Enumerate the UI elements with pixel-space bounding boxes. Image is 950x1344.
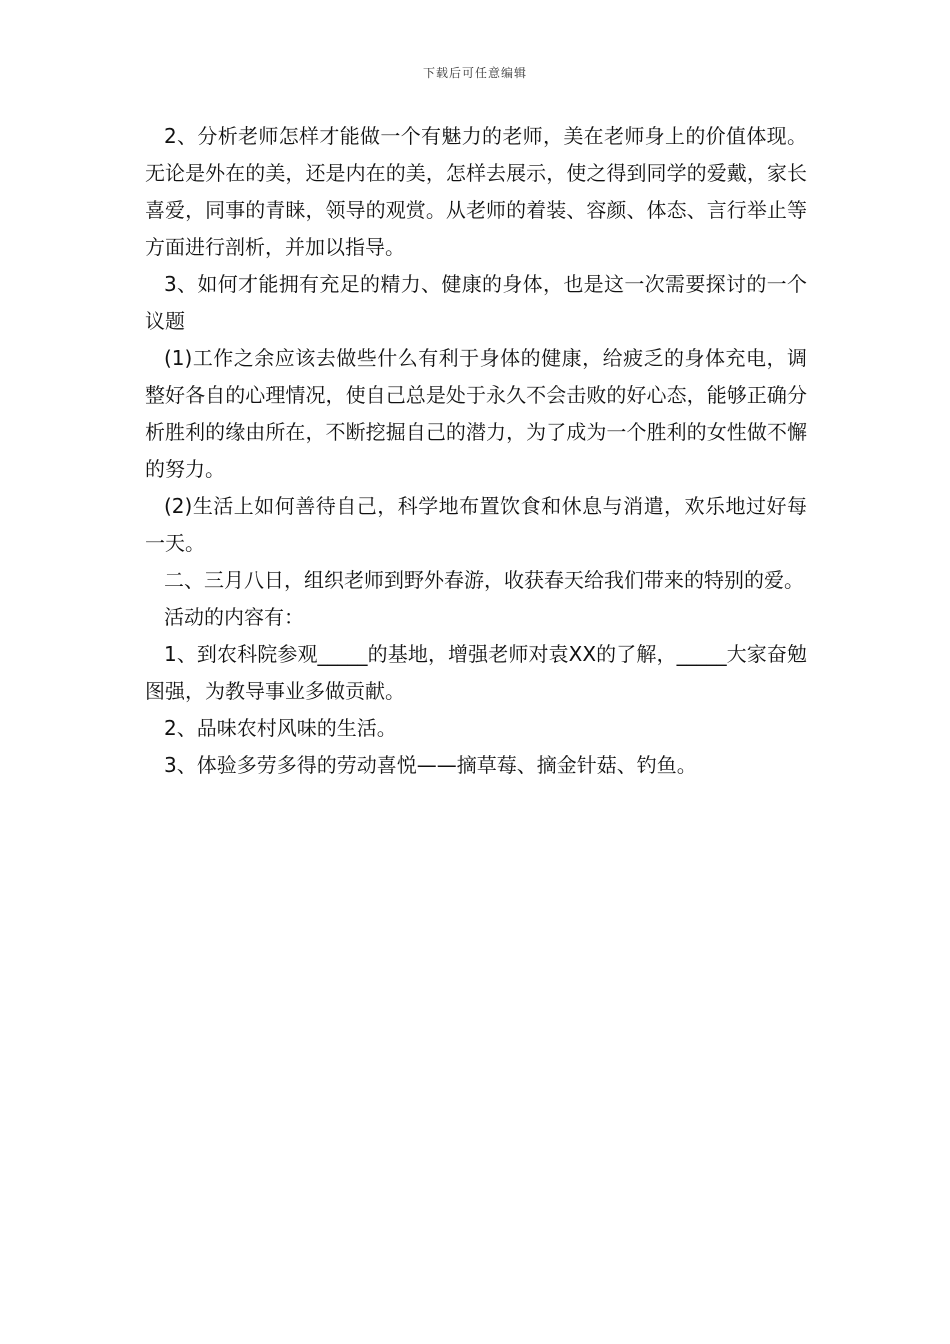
paragraph-spring-outing: 二、三月八日，组织老师到野外春游，收获春天给我们带来的特别的爱。 bbox=[164, 568, 804, 592]
document-body bbox=[145, 118, 807, 784]
paragraph-activity-3: 3、体验多劳多得的劳动喜悦——摘草莓、摘金针菇、钓鱼。 bbox=[164, 753, 697, 777]
paragraph-teacher-charm: 2、分析老师怎样才能做一个有魅力的老师，美在老师身上的价值体现。无论是外在的美，还是内在的美，怎样去展示，使之得到同学的爱戴，家长喜爱，同事的青睐，领导的观赏。从老师的着装、容颜、体态、言行举止等方面进行剖析，并加以指导。 bbox=[145, 124, 807, 259]
paragraph-health-item-1: (1)工作之余应该去做些什么有利于身体的健康，给疲乏的身体充电，调整好各自的心理情况，使自己总是处于永久不会击败的好心态，能够正确分析胜利的缘由所在，不断挖掘自己的潜力，为了成为一个胜利的女性做不懈的努力。 bbox=[145, 346, 807, 481]
paragraph-health-item-2: (2)生活上如何善待自己，科学地布置饮食和休息与消遣，欢乐地过好每一天。 bbox=[145, 494, 807, 555]
paragraph-activity-heading: 活动的内容有： bbox=[164, 605, 304, 629]
paragraph-energy-health: 3、如何才能拥有充足的精力、健康的身体，也是这一次需要探讨的一个议题 bbox=[145, 272, 807, 333]
paragraph-activity-1: 1、到农科院参观_____的基地，增强老师对袁XX的了解，_____大家奋勉图强，为教导事业多做贡献。 bbox=[145, 642, 807, 703]
paragraph-activity-2: 2、品味农村风味的生活。 bbox=[164, 716, 397, 740]
page-header: 下载后可任意编辑 bbox=[422, 66, 527, 80]
